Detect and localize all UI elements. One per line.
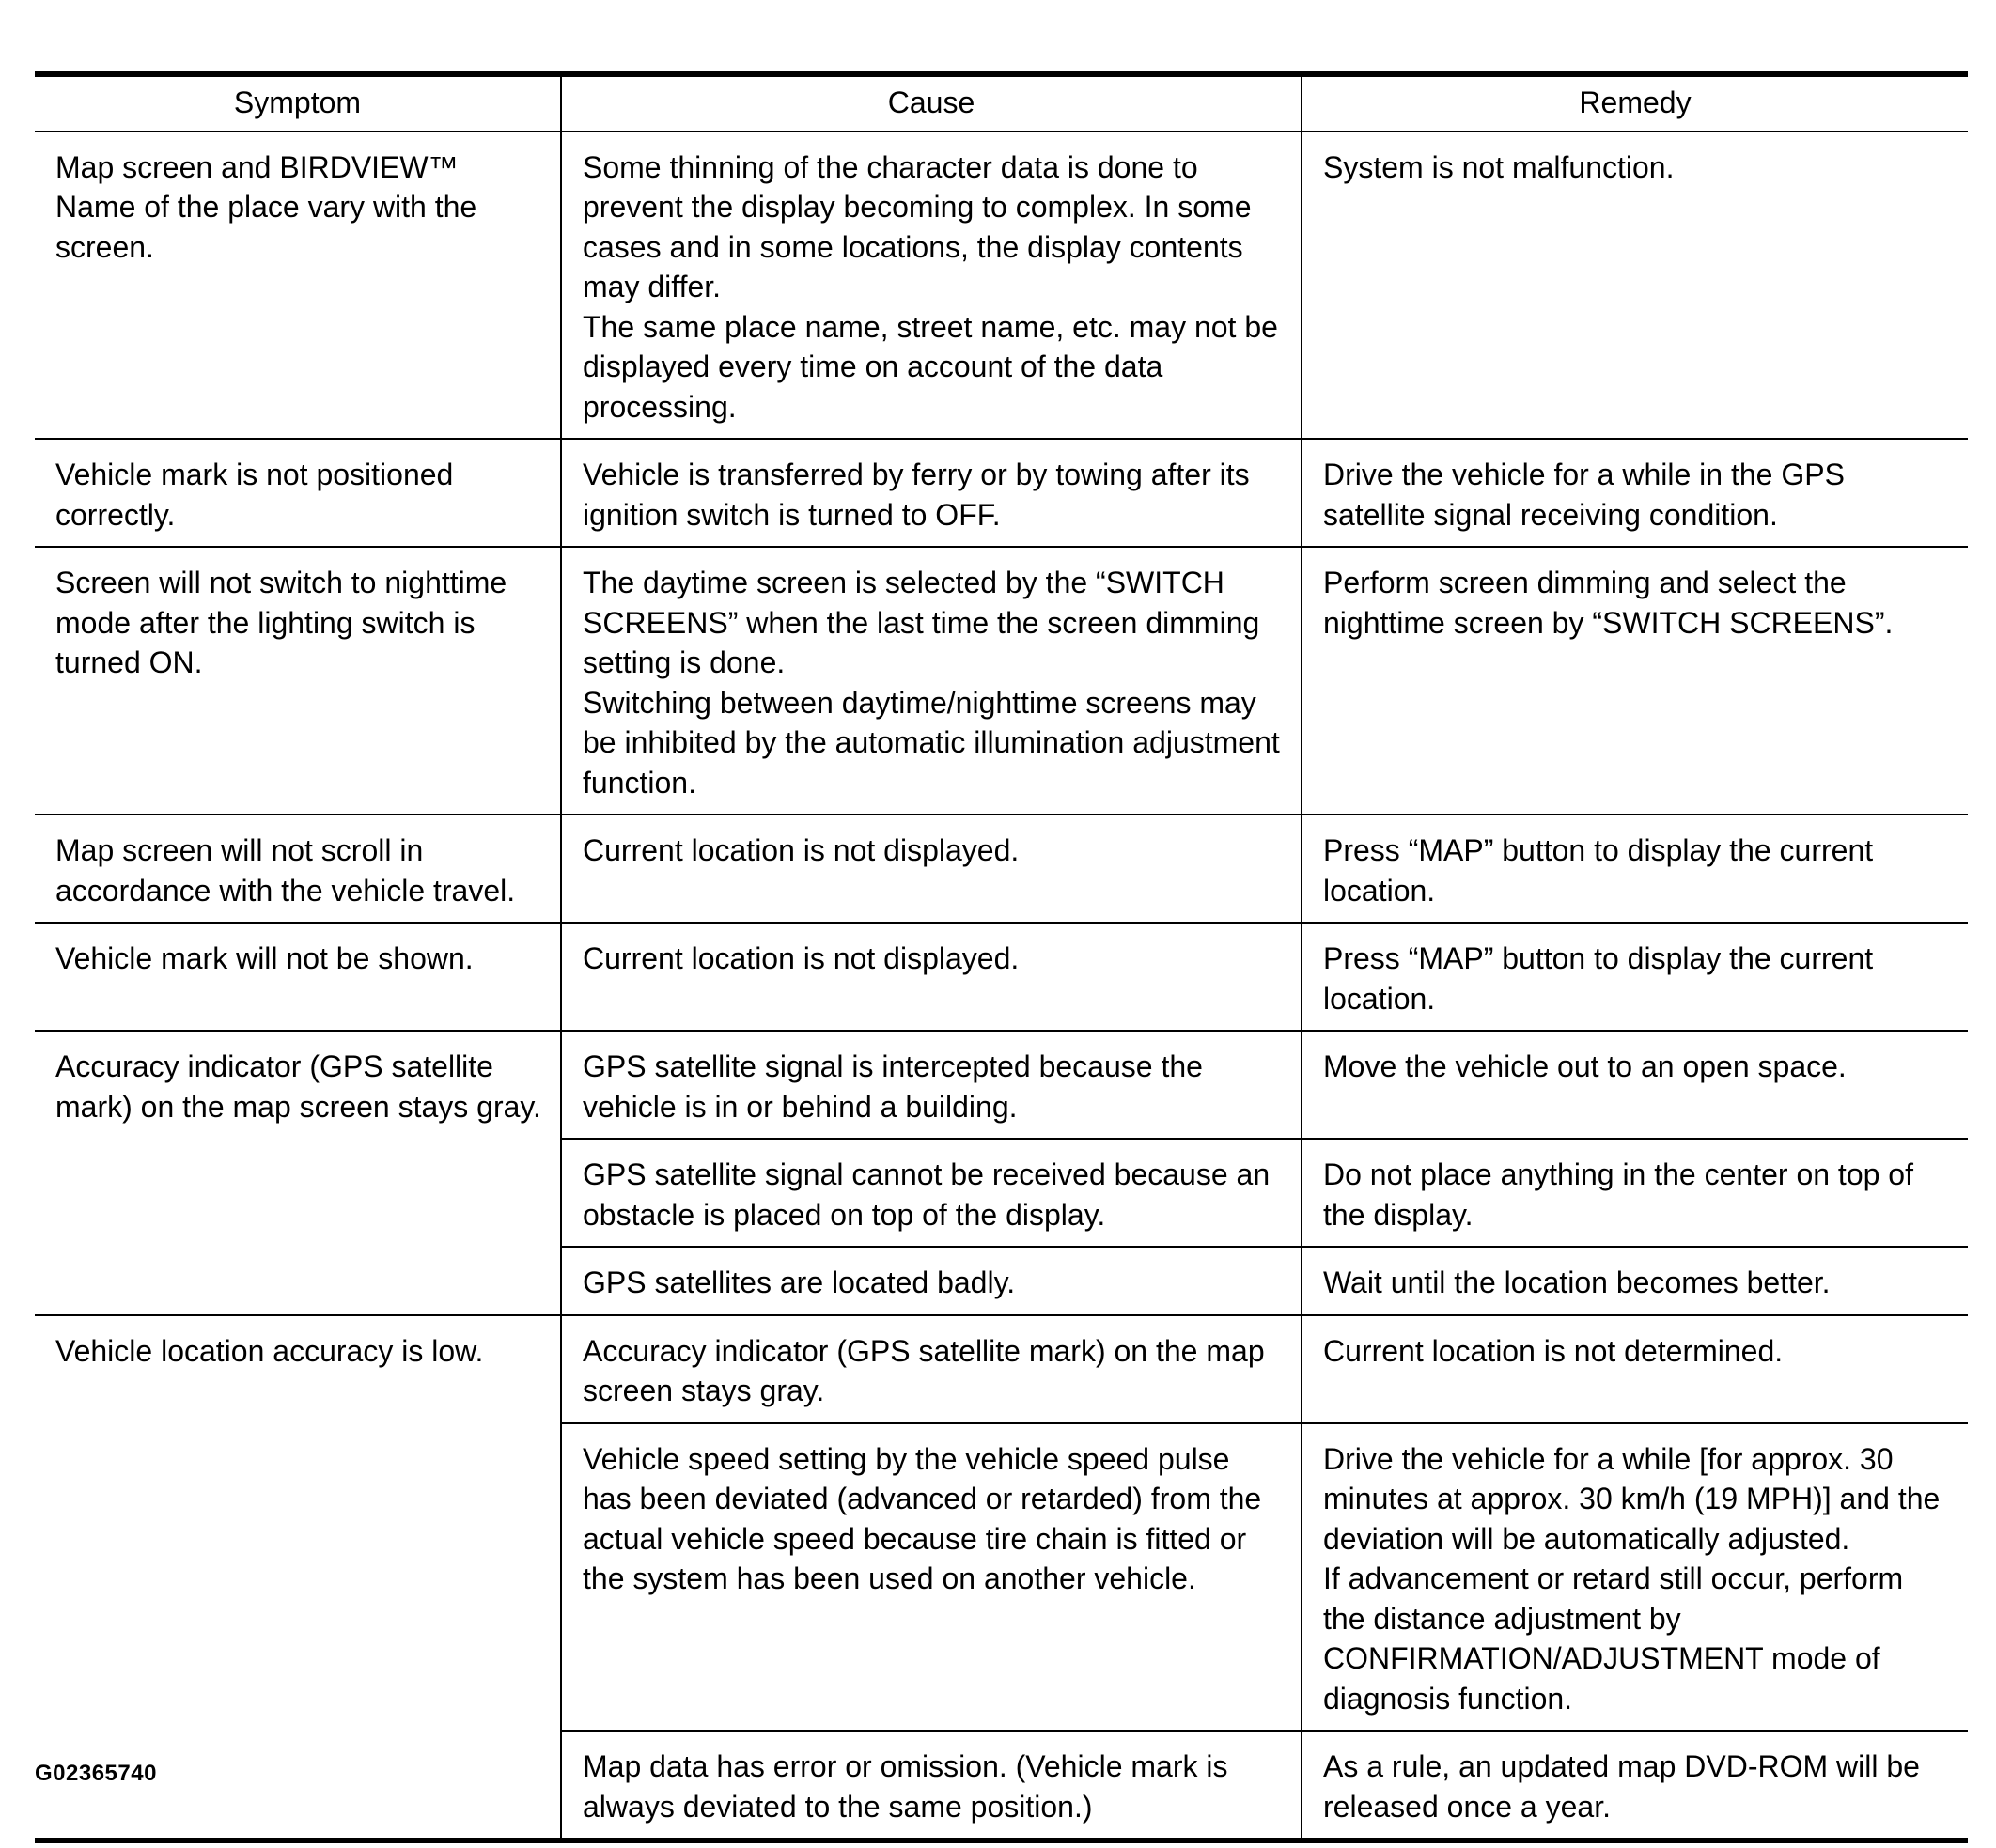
remedy-cell: Move the vehicle out to an open space. xyxy=(1302,1031,1968,1139)
symptom-cell: Screen will not switch to nighttime mode after the lighting switch is turned ON. xyxy=(35,547,561,815)
symptom-cell: Accuracy indicator (GPS satellite mark) on the map screen stays gray. xyxy=(35,1031,561,1315)
table-row xyxy=(35,815,1968,923)
symptom-cell: Vehicle location accuracy is low. xyxy=(35,1315,561,1841)
cause-cell: Current location is not displayed. xyxy=(561,923,1302,1031)
header-remedy: Remedy xyxy=(1302,74,1968,132)
cause-cell: GPS satellite signal cannot be received because an obstacle is placed on top of the display. xyxy=(561,1139,1302,1247)
cause-cell: Accuracy indicator (GPS satellite mark) on the map screen stays gray. xyxy=(561,1315,1302,1423)
cause-cell: Vehicle speed setting by the vehicle speed pulse has been deviated (advanced or retarded) from the actual vehicle speed because tire chain is fitted or the system has been used on another vehicle. xyxy=(561,1423,1302,1732)
figure-id-label: G02365740 xyxy=(35,1761,157,1786)
table-row xyxy=(35,923,1968,1031)
remedy-cell: Perform screen dimming and select the nighttime screen by “SWITCH SCREENS”. xyxy=(1302,547,1968,815)
cause-cell: Vehicle is transferred by ferry or by towing after its ignition switch is turned to OFF. xyxy=(561,439,1302,547)
symptom-cell: Vehicle mark is not positioned correctly. xyxy=(35,439,561,547)
table-row xyxy=(35,1031,1968,1139)
table-row xyxy=(35,132,1968,440)
remedy-cell: Press “MAP” button to display the current location. xyxy=(1302,923,1968,1031)
remedy-cell: Drive the vehicle for a while in the GPS satellite signal receiving condition. xyxy=(1302,439,1968,547)
cause-cell: Current location is not displayed. xyxy=(561,815,1302,923)
cause-cell: GPS satellite signal is intercepted because the vehicle is in or behind a building. xyxy=(561,1031,1302,1139)
cause-cell: The daytime screen is selected by the “SWITCH SCREENS” when the last time the screen dimming setting is done. Switching between daytime/nighttime screens may be inhibited by the automatic illumination adjustment function. xyxy=(561,547,1302,815)
symptom-cell: Map screen will not scroll in accordance with the vehicle travel. xyxy=(35,815,561,923)
remedy-cell: As a rule, an updated map DVD-ROM will be released once a year. xyxy=(1302,1731,1968,1840)
header-symptom: Symptom xyxy=(35,74,561,132)
table-row xyxy=(35,547,1968,815)
remedy-cell: Wait until the location becomes better. xyxy=(1302,1247,1968,1315)
cause-cell: GPS satellites are located badly. xyxy=(561,1247,1302,1315)
symptom-cell: Map screen and BIRDVIEW™ Name of the place vary with the screen. xyxy=(35,132,561,440)
header-cause: Cause xyxy=(561,74,1302,132)
remedy-cell: System is not malfunction. xyxy=(1302,132,1968,440)
header-row xyxy=(35,74,1968,132)
remedy-cell: Current location is not determined. xyxy=(1302,1315,1968,1423)
troubleshooting-table xyxy=(35,71,1968,1843)
remedy-cell: Drive the vehicle for a while [for approx. 30 minutes at approx. 30 km/h (19 MPH)] and the deviation will be automatically adjusted. If advancement or retard still occur, perform the distance adjustment by CONFIRMATION/ADJUSTMENT mode of diagnosis function. xyxy=(1302,1423,1968,1732)
cause-cell: Some thinning of the character data is done to prevent the display becoming to complex. In some cases and in some locations, the display contents may differ. The same place name, street name, etc. may not be displayed every time on account of the data processing. xyxy=(561,132,1302,440)
remedy-cell: Do not place anything in the center on top of the display. xyxy=(1302,1139,1968,1247)
table-row xyxy=(35,1315,1968,1423)
cause-cell: Map data has error or omission. (Vehicle mark is always deviated to the same position.) xyxy=(561,1731,1302,1840)
table-row xyxy=(35,439,1968,547)
remedy-cell: Press “MAP” button to display the current location. xyxy=(1302,815,1968,923)
symptom-cell: Vehicle mark will not be shown. xyxy=(35,923,561,1031)
